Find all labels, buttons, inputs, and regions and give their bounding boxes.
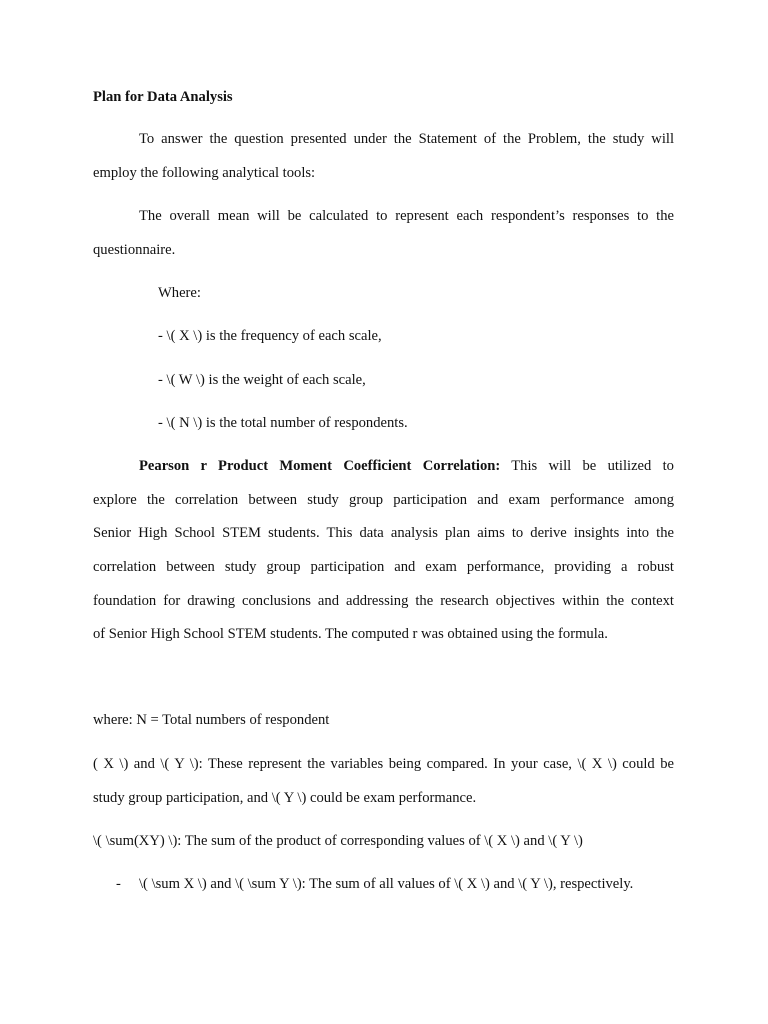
intro-line-1: To answer the question presented under the Statement of the Problem, the study will: [139, 131, 674, 147]
intro-line-2: employ the following analytical tools:: [93, 165, 316, 181]
variables-line-1: ( X \) and \( Y \): These represent the variables being compared. In your case, \( X \) could be: [93, 756, 674, 772]
bullet-sum-x-y: \( \sum X \) and \( \sum Y \): The sum of all values of \( X \) and \( Y \), respectively.: [139, 876, 634, 892]
definition-n: - \( N \) is the total number of respondents.: [158, 415, 408, 431]
pearson-line-4: correlation between study group participation and exam performance, providing a robust: [93, 559, 674, 575]
pearson-line-2: explore the correlation between study group participation and exam performance among: [93, 492, 674, 508]
mean-paragraph-line-2: questionnaire.: [93, 242, 176, 258]
definition-w: - \( W \) is the weight of each scale,: [158, 372, 366, 388]
sum-xy-definition: \( \sum(XY) \): The sum of the product of corresponding values of \( X \) and \( Y \): [93, 833, 583, 849]
pearson-line-6: of Senior High School STEM students. The computed r was obtained using the formula.: [93, 626, 608, 642]
pearson-line-1-rest: This will be utilized to: [500, 458, 674, 474]
pearson-line-5: foundation for drawing conclusions and addressing the research objectives within the context: [93, 593, 674, 609]
mean-paragraph-line-1: The overall mean will be calculated to represent each respondent’s responses to the: [139, 208, 674, 224]
pearson-bold-lead: Pearson r Product Moment Coefficient Correlation:: [139, 458, 501, 474]
pearson-line-1: [139, 457, 674, 475]
where-n-definition: where: N = Total numbers of respondent: [93, 712, 330, 728]
section-heading: Plan for Data Analysis: [93, 89, 233, 105]
bullet-marker: -: [116, 876, 121, 892]
definition-x: - \( X \) is the frequency of each scale,: [158, 328, 382, 344]
variables-line-2: study group participation, and \( Y \) could be exam performance.: [93, 790, 477, 806]
where-label: Where:: [158, 285, 201, 301]
pearson-line-3: Senior High School STEM students. This data analysis plan aims to derive insights into the: [93, 525, 674, 541]
